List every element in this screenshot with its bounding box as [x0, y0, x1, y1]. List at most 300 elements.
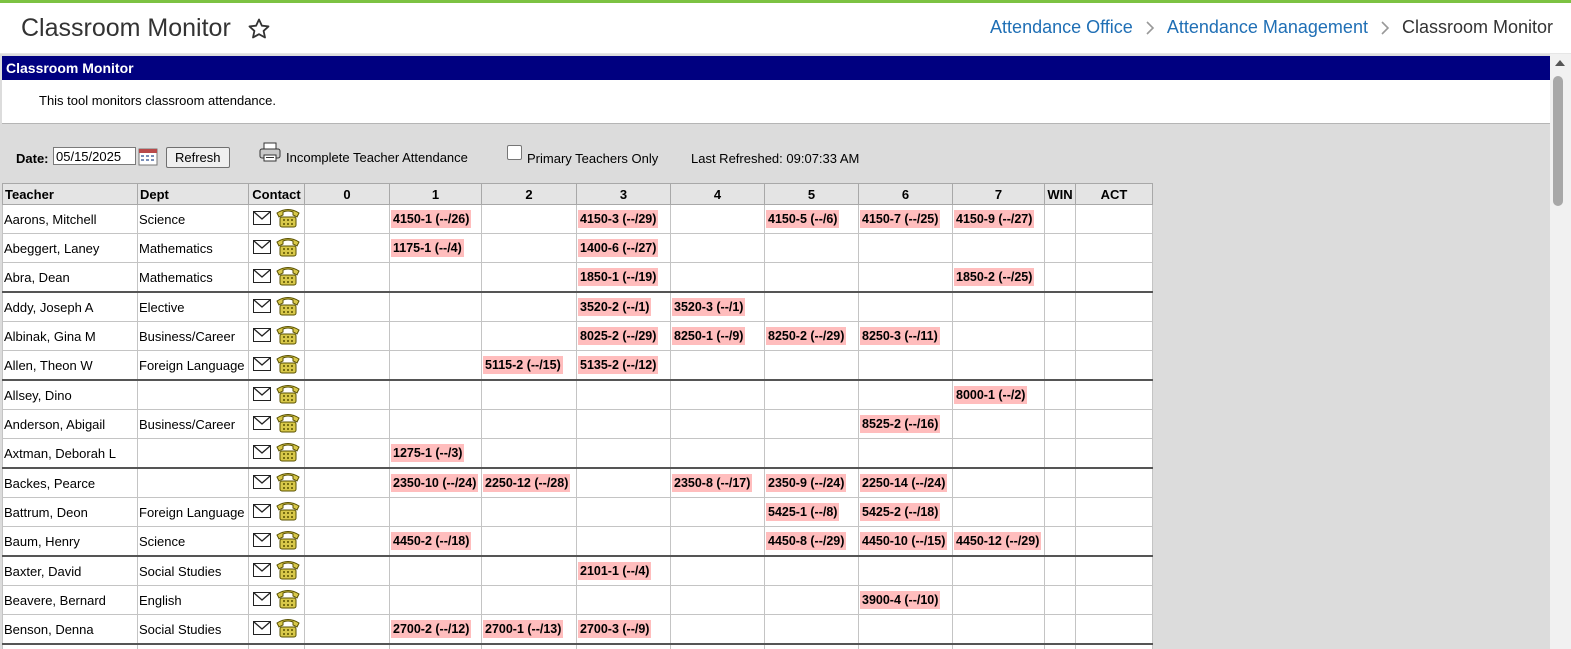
period-cell — [577, 498, 671, 527]
contact-cell — [249, 322, 305, 351]
period-cell — [1045, 292, 1076, 322]
period-cell — [577, 410, 671, 439]
period-cell — [859, 644, 953, 649]
period-cell — [390, 410, 482, 439]
period-cell — [765, 644, 859, 649]
email-icon[interactable] — [253, 621, 271, 638]
section-attendance-link[interactable]: 8525-2 (--/16) — [862, 417, 939, 431]
section-attendance-link[interactable]: 4450-12 (--/29) — [956, 534, 1040, 548]
section-attendance-link[interactable]: 4150-1 (--/26) — [393, 212, 470, 226]
dept-name: Foreign Language — [138, 351, 249, 381]
period-cell — [671, 615, 765, 645]
incomplete-teacher-attendance-link[interactable]: Incomplete Teacher Attendance — [286, 150, 468, 165]
period-cell — [765, 556, 859, 586]
period-cell — [1045, 410, 1076, 439]
section-attendance-link[interactable]: 4450-10 (--/15) — [862, 534, 946, 548]
period-cell — [1045, 322, 1076, 351]
dept-name: Social Studies — [138, 556, 249, 586]
period-cell — [577, 527, 671, 557]
chevron-right-icon — [1374, 19, 1396, 37]
column-header-period-4: 4 — [671, 184, 765, 205]
email-icon[interactable] — [253, 328, 271, 345]
contact-cell — [249, 263, 305, 293]
period-cell — [765, 498, 859, 527]
section-attendance-link[interactable]: 2350-8 (--/17) — [674, 476, 751, 490]
section-attendance-link[interactable]: 5115-2 (--/15) — [485, 358, 561, 372]
table-row — [3, 380, 1153, 410]
breadcrumb — [990, 17, 1553, 38]
contact-cell — [249, 351, 305, 381]
period-cell — [305, 439, 390, 469]
breadcrumb-current: Classroom Monitor — [1401, 17, 1553, 37]
period-cell — [765, 380, 859, 410]
dept-name: Business/Career — [138, 410, 249, 439]
period-cell — [859, 410, 953, 439]
period-cell — [765, 263, 859, 293]
period-cell — [305, 556, 390, 586]
period-cell — [1045, 351, 1076, 381]
period-cell — [765, 292, 859, 322]
period-cell — [765, 468, 859, 498]
period-cell — [577, 615, 671, 645]
section-attendance-link[interactable]: 5425-2 (--/18) — [862, 505, 939, 519]
period-cell — [482, 556, 577, 586]
teacher-name[interactable]: Baum, Henry — [3, 527, 138, 557]
email-icon[interactable] — [253, 475, 271, 492]
period-cell — [1076, 644, 1153, 649]
column-header-period-3: 3 — [577, 184, 671, 205]
section-attendance-link[interactable]: 5425-1 (--/8) — [768, 505, 838, 519]
email-icon[interactable] — [253, 387, 271, 404]
period-cell — [1076, 410, 1153, 439]
section-attendance-link[interactable]: 4450-8 (--/29) — [768, 534, 845, 548]
period-cell — [482, 615, 577, 645]
teacher-name[interactable]: Abra, Dean — [3, 263, 138, 293]
calendar-icon[interactable] — [138, 148, 158, 166]
column-header-period-6: 6 — [859, 184, 953, 205]
period-cell — [390, 439, 482, 469]
period-cell — [1045, 527, 1076, 557]
period-cell — [305, 644, 390, 649]
period-cell — [1045, 439, 1076, 469]
period-cell — [859, 586, 953, 615]
contact-cell — [249, 292, 305, 322]
email-icon[interactable] — [253, 416, 271, 433]
period-cell — [482, 410, 577, 439]
phone-icon[interactable] — [275, 588, 301, 613]
period-cell — [953, 498, 1045, 527]
period-cell — [305, 292, 390, 322]
table-row — [3, 351, 1153, 381]
teacher-name[interactable]: Axtman, Deborah L — [3, 439, 138, 469]
period-cell — [859, 556, 953, 586]
star-icon[interactable] — [247, 17, 271, 41]
teacher-name[interactable]: Allsey, Dino — [3, 380, 138, 410]
section-attendance-link[interactable]: 1275-1 (--/3) — [393, 446, 463, 460]
period-cell — [305, 586, 390, 615]
teacher-name[interactable]: Benson, Denna — [3, 615, 138, 645]
phone-icon[interactable] — [275, 383, 301, 408]
section-attendance-link[interactable]: 2700-3 (--/9) — [580, 622, 650, 636]
dept-name: Science — [138, 205, 249, 234]
section-attendance-link[interactable]: 2350-10 (--/24) — [393, 476, 477, 490]
period-cell — [482, 439, 577, 469]
email-icon[interactable] — [253, 240, 271, 257]
teacher-name[interactable]: Backes, Pearce — [3, 468, 138, 498]
period-cell — [859, 263, 953, 293]
period-cell — [305, 263, 390, 293]
period-cell — [577, 234, 671, 263]
period-cell — [953, 380, 1045, 410]
period-cell — [953, 439, 1045, 469]
period-cell — [1076, 322, 1153, 351]
period-cell — [577, 644, 671, 649]
period-cell — [859, 234, 953, 263]
table-row — [3, 322, 1153, 351]
contact-cell — [249, 380, 305, 410]
dept-name: Business/Career — [138, 322, 249, 351]
section-attendance-link[interactable]: 8250-2 (--/29) — [768, 329, 845, 343]
column-header-period-5: 5 — [765, 184, 859, 205]
period-cell — [305, 351, 390, 381]
period-cell — [953, 234, 1045, 263]
phone-icon[interactable] — [275, 236, 301, 261]
period-cell — [305, 410, 390, 439]
table-row — [3, 644, 1153, 649]
period-cell — [1045, 586, 1076, 615]
section-attendance-link[interactable]: 2700-2 (--/12) — [393, 622, 470, 636]
period-cell — [577, 292, 671, 322]
period-cell — [671, 380, 765, 410]
period-cell — [671, 498, 765, 527]
contact-cell — [249, 439, 305, 469]
period-cell — [1045, 380, 1076, 410]
page-header — [0, 3, 1571, 54]
dept-name: Science — [138, 527, 249, 557]
table-header-row — [3, 184, 1153, 205]
table-row — [3, 527, 1153, 557]
teacher-name[interactable]: Beavere, Bernard — [3, 586, 138, 615]
email-icon[interactable] — [253, 504, 271, 521]
period-cell — [482, 234, 577, 263]
period-cell — [1076, 351, 1153, 381]
period-cell — [1076, 556, 1153, 586]
primary-teachers-only-label: Primary Teachers Only — [527, 151, 659, 166]
period-cell — [482, 205, 577, 234]
period-cell — [671, 556, 765, 586]
phone-icon[interactable] — [275, 441, 301, 466]
email-icon[interactable] — [253, 592, 271, 609]
teacher-name[interactable]: Anderson, Abigail — [3, 410, 138, 439]
period-cell — [305, 322, 390, 351]
description-area — [2, 80, 1550, 124]
period-cell — [1076, 527, 1153, 557]
description-text: This tool monitors classroom attendance. — [39, 93, 276, 108]
section-attendance-link[interactable]: 3900-4 (--/10) — [862, 593, 939, 607]
period-cell — [953, 527, 1045, 557]
dept-name: Elective — [138, 292, 249, 322]
period-cell — [305, 615, 390, 645]
contact-cell — [249, 615, 305, 645]
email-icon[interactable] — [253, 563, 271, 580]
column-header-dept[interactable]: Dept — [138, 184, 249, 205]
column-header-period-1: 1 — [390, 184, 482, 205]
phone-icon[interactable] — [275, 207, 301, 232]
teacher-name[interactable]: Baxter, David — [3, 556, 138, 586]
phone-icon[interactable] — [275, 559, 301, 584]
phone-icon[interactable] — [275, 295, 301, 320]
period-cell — [953, 322, 1045, 351]
section-attendance-link[interactable]: 3520-3 (--/1) — [674, 300, 744, 314]
period-cell — [953, 205, 1045, 234]
period-cell — [859, 351, 953, 381]
period-cell — [765, 615, 859, 645]
contact-cell — [249, 468, 305, 498]
section-attendance-link[interactable]: 5135-2 (--/12) — [580, 358, 657, 372]
section-attendance-link[interactable]: 8025-2 (--/29) — [580, 329, 657, 343]
period-cell — [390, 263, 482, 293]
teacher-name[interactable]: Allen, Theon W — [3, 351, 138, 381]
teacher-name[interactable]: Addy, Joseph A — [3, 292, 138, 322]
table-row — [3, 439, 1153, 469]
period-cell — [671, 205, 765, 234]
period-cell — [482, 468, 577, 498]
period-cell — [1045, 234, 1076, 263]
period-cell — [1076, 586, 1153, 615]
period-cell — [953, 586, 1045, 615]
date-label: Date: — [16, 151, 49, 166]
period-cell — [671, 468, 765, 498]
teacher-name[interactable]: Abeggert, Laney — [3, 234, 138, 263]
column-header-period-7: 7 — [953, 184, 1045, 205]
scrollbar-thumb[interactable] — [1553, 76, 1563, 206]
table-row — [3, 586, 1153, 615]
phone-icon[interactable] — [275, 265, 301, 290]
period-cell — [859, 380, 953, 410]
period-cell — [859, 439, 953, 469]
section-attendance-link[interactable]: 2700-1 (--/13) — [485, 622, 562, 636]
table-row — [3, 292, 1153, 322]
section-attendance-link[interactable]: 8250-1 (--/9) — [674, 329, 744, 343]
section-attendance-link[interactable]: 2250-12 (--/28) — [485, 476, 569, 490]
column-header-win: WIN — [1045, 184, 1076, 205]
section-attendance-link[interactable]: 1175-1 (--/4) — [393, 241, 462, 255]
period-cell — [390, 527, 482, 557]
section-title: Classroom Monitor — [2, 56, 1550, 80]
refresh-button[interactable]: Refresh — [166, 147, 230, 168]
period-cell — [671, 234, 765, 263]
table-row — [3, 556, 1153, 586]
section-attendance-link[interactable]: 3520-2 (--/1) — [580, 300, 650, 314]
dept-name — [138, 380, 249, 410]
section-attendance-link[interactable]: 1850-1 (--/19) — [580, 270, 657, 284]
phone-icon[interactable] — [275, 353, 301, 378]
period-cell — [1076, 234, 1153, 263]
period-cell — [765, 410, 859, 439]
section-attendance-link[interactable]: 8000-1 (--/2) — [956, 388, 1026, 402]
column-header-period-0: 0 — [305, 184, 390, 205]
breadcrumb-attendance-management[interactable]: Attendance Management — [1166, 17, 1368, 37]
period-cell — [390, 556, 482, 586]
email-icon[interactable] — [253, 269, 271, 286]
period-cell — [671, 263, 765, 293]
period-cell — [1045, 498, 1076, 527]
period-cell — [390, 586, 482, 615]
teacher-name[interactable]: Aarons, Mitchell — [3, 205, 138, 234]
period-cell — [390, 205, 482, 234]
period-cell — [577, 351, 671, 381]
period-cell — [765, 234, 859, 263]
phone-icon[interactable] — [275, 324, 301, 349]
section-attendance-link[interactable]: 8250-3 (--/11) — [862, 329, 938, 343]
period-cell — [1076, 498, 1153, 527]
email-icon[interactable] — [253, 445, 271, 462]
period-cell — [1045, 556, 1076, 586]
period-cell — [390, 644, 482, 649]
section-attendance-link[interactable]: 1400-6 (--/27) — [580, 241, 657, 255]
column-header-act: ACT — [1076, 184, 1153, 205]
contact-cell — [249, 527, 305, 557]
email-icon[interactable] — [253, 211, 271, 228]
period-cell — [671, 586, 765, 615]
dept-name: Mathematics — [138, 263, 249, 293]
period-cell — [953, 292, 1045, 322]
period-cell — [577, 263, 671, 293]
content-area — [0, 54, 1550, 649]
period-cell — [671, 644, 765, 649]
last-refreshed-text: Last Refreshed: 09:07:33 AM — [691, 151, 860, 166]
period-cell — [482, 292, 577, 322]
dept-name: Mathematics — [138, 234, 249, 263]
contact-cell — [249, 410, 305, 439]
dept-name: Social Studies — [138, 615, 249, 645]
phone-icon[interactable] — [275, 500, 301, 525]
period-cell — [1076, 439, 1153, 469]
dept-name — [138, 468, 249, 498]
phone-icon[interactable] — [275, 471, 301, 496]
period-cell — [953, 468, 1045, 498]
contact-cell — [249, 205, 305, 234]
period-cell — [482, 644, 577, 649]
period-cell — [1076, 468, 1153, 498]
table-row — [3, 498, 1153, 527]
period-cell — [577, 205, 671, 234]
contact-cell — [249, 234, 305, 263]
printer-icon[interactable] — [258, 141, 282, 163]
phone-icon[interactable] — [275, 529, 301, 554]
section-attendance-link[interactable]: 2250-14 (--/24) — [862, 476, 946, 490]
period-cell — [859, 527, 953, 557]
period-cell — [577, 380, 671, 410]
period-cell — [305, 234, 390, 263]
period-cell — [1045, 468, 1076, 498]
period-cell — [953, 644, 1045, 649]
period-cell — [482, 380, 577, 410]
period-cell — [577, 439, 671, 469]
section-attendance-link[interactable]: 4150-9 (--/27) — [956, 212, 1033, 226]
period-cell — [482, 586, 577, 615]
period-cell — [1076, 205, 1153, 234]
email-icon[interactable] — [253, 533, 271, 550]
attendance-grid — [2, 183, 1153, 649]
section-attendance-link[interactable]: 1850-2 (--/25) — [956, 270, 1033, 284]
column-header-period-2: 2 — [482, 184, 577, 205]
period-cell — [671, 527, 765, 557]
vertical-scrollbar[interactable] — [1550, 54, 1571, 649]
period-cell — [671, 292, 765, 322]
period-cell — [305, 498, 390, 527]
period-cell — [482, 263, 577, 293]
period-cell — [577, 586, 671, 615]
period-cell — [482, 351, 577, 381]
contact-cell — [249, 498, 305, 527]
period-cell — [577, 322, 671, 351]
period-cell — [859, 205, 953, 234]
period-cell — [305, 380, 390, 410]
dept-name: Foreign Language — [138, 498, 249, 527]
section-attendance-link[interactable]: 4150-5 (--/6) — [768, 212, 838, 226]
period-cell — [671, 410, 765, 439]
scroll-up-arrow-icon[interactable] — [1554, 58, 1566, 68]
period-cell — [671, 439, 765, 469]
section-attendance-link[interactable]: 2101-1 (--/4) — [580, 564, 650, 578]
column-header-contact: Contact — [249, 184, 305, 205]
table-row — [3, 263, 1153, 293]
period-cell — [305, 527, 390, 557]
primary-teachers-only-checkbox[interactable] — [507, 145, 522, 160]
contact-cell — [249, 556, 305, 586]
period-cell — [390, 351, 482, 381]
period-cell — [1076, 263, 1153, 293]
period-cell — [482, 527, 577, 557]
phone-icon[interactable] — [275, 617, 301, 642]
period-cell — [953, 556, 1045, 586]
period-cell — [1045, 644, 1076, 649]
period-cell — [859, 498, 953, 527]
section-attendance-link[interactable]: 4450-2 (--/18) — [393, 534, 470, 548]
period-cell — [859, 322, 953, 351]
table-row — [3, 205, 1153, 234]
period-cell — [671, 351, 765, 381]
section-attendance-link[interactable]: 2350-9 (--/24) — [768, 476, 845, 490]
period-cell — [577, 468, 671, 498]
contact-cell — [249, 644, 305, 649]
teacher-name[interactable]: Battrum, Deon — [3, 498, 138, 527]
email-icon[interactable] — [253, 357, 271, 374]
column-header-teacher[interactable]: Teacher — [3, 184, 138, 205]
date-input[interactable] — [53, 147, 136, 165]
teacher-name[interactable] — [3, 644, 138, 649]
period-cell — [953, 410, 1045, 439]
phone-icon[interactable] — [275, 412, 301, 437]
period-cell — [765, 527, 859, 557]
table-row — [3, 615, 1153, 645]
period-cell — [390, 615, 482, 645]
section-attendance-link[interactable]: 4150-7 (--/25) — [862, 212, 939, 226]
section-attendance-link[interactable]: 4150-3 (--/29) — [580, 212, 657, 226]
breadcrumb-attendance-office[interactable]: Attendance Office — [990, 17, 1133, 37]
period-cell — [953, 615, 1045, 645]
toolbar — [0, 144, 1000, 174]
page-title: Classroom Monitor — [21, 14, 231, 42]
email-icon[interactable] — [253, 299, 271, 316]
teacher-name[interactable]: Albinak, Gina M — [3, 322, 138, 351]
period-cell — [671, 322, 765, 351]
period-cell — [305, 205, 390, 234]
period-cell — [953, 263, 1045, 293]
period-cell — [1045, 263, 1076, 293]
dept-name — [138, 439, 249, 469]
